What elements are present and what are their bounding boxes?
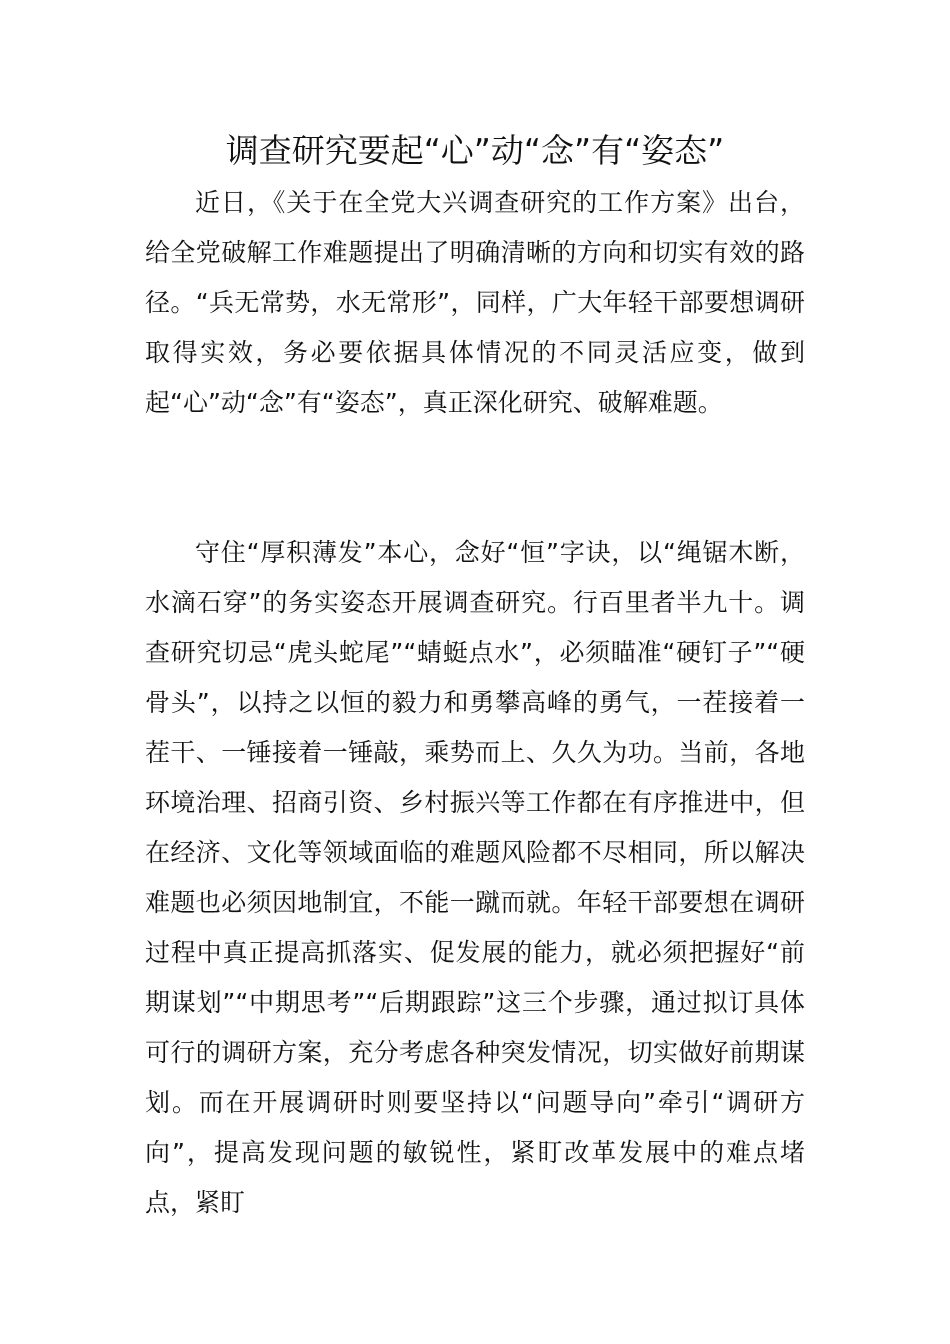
paragraph-intro: 近日，《关于在全党大兴调查研究的工作方案》出台，给全党破解工作难题提出了明确清晰的方向和切实有效的路径。“兵无常势，水无常形”，同样，广大年轻干部要想调研取得实效，务必要依据具体情况的不同灵活应变，做到起“心”动“念”有“姿态”，真正深化研究、破解难题。 xyxy=(145,188,805,417)
paragraph-spacer xyxy=(145,428,805,528)
document-title: 调查研究要起“心”动“念”有“姿态” xyxy=(225,131,725,170)
paragraph-persistence: 守住“厚积薄发”本心，念好“恒”字诀，以“绳锯木断，水滴石穿”的务实姿态开展调查研究。行百里者半九十。调查研究切忌“虎头蛇尾”“蜻蜓点水”，必须瞄准“硬钉子”“硬骨头”，以持之以恒的毅力和勇攀高峰的勇气，一茬接着一茬干、一锤接着一锤敲，乘势而上、久久为功。当前，各地环境治理、招商引资、乡村振兴等工作都在有序推进中，但在经济、文化等领域面临的难题风险都不尽相同，所以解决难题也必须因地制宜，不能一蹴而就。年轻干部要想在调研过程中真正提高抓落实、促发展的能力，就必须把握好“前期谋划”“中期思考”“后期跟踪”这三个步骤，通过拟订具体可行的调研方案，充分考虑各种突发情况，切实做好前期谋划。而在开展调研时则要坚持以“问题导向”牵引“调研方向”，提高发现问题的敏锐性，紧盯改革发展中的难点堵点，紧盯 xyxy=(145,538,805,1217)
document-body xyxy=(145,178,805,1228)
